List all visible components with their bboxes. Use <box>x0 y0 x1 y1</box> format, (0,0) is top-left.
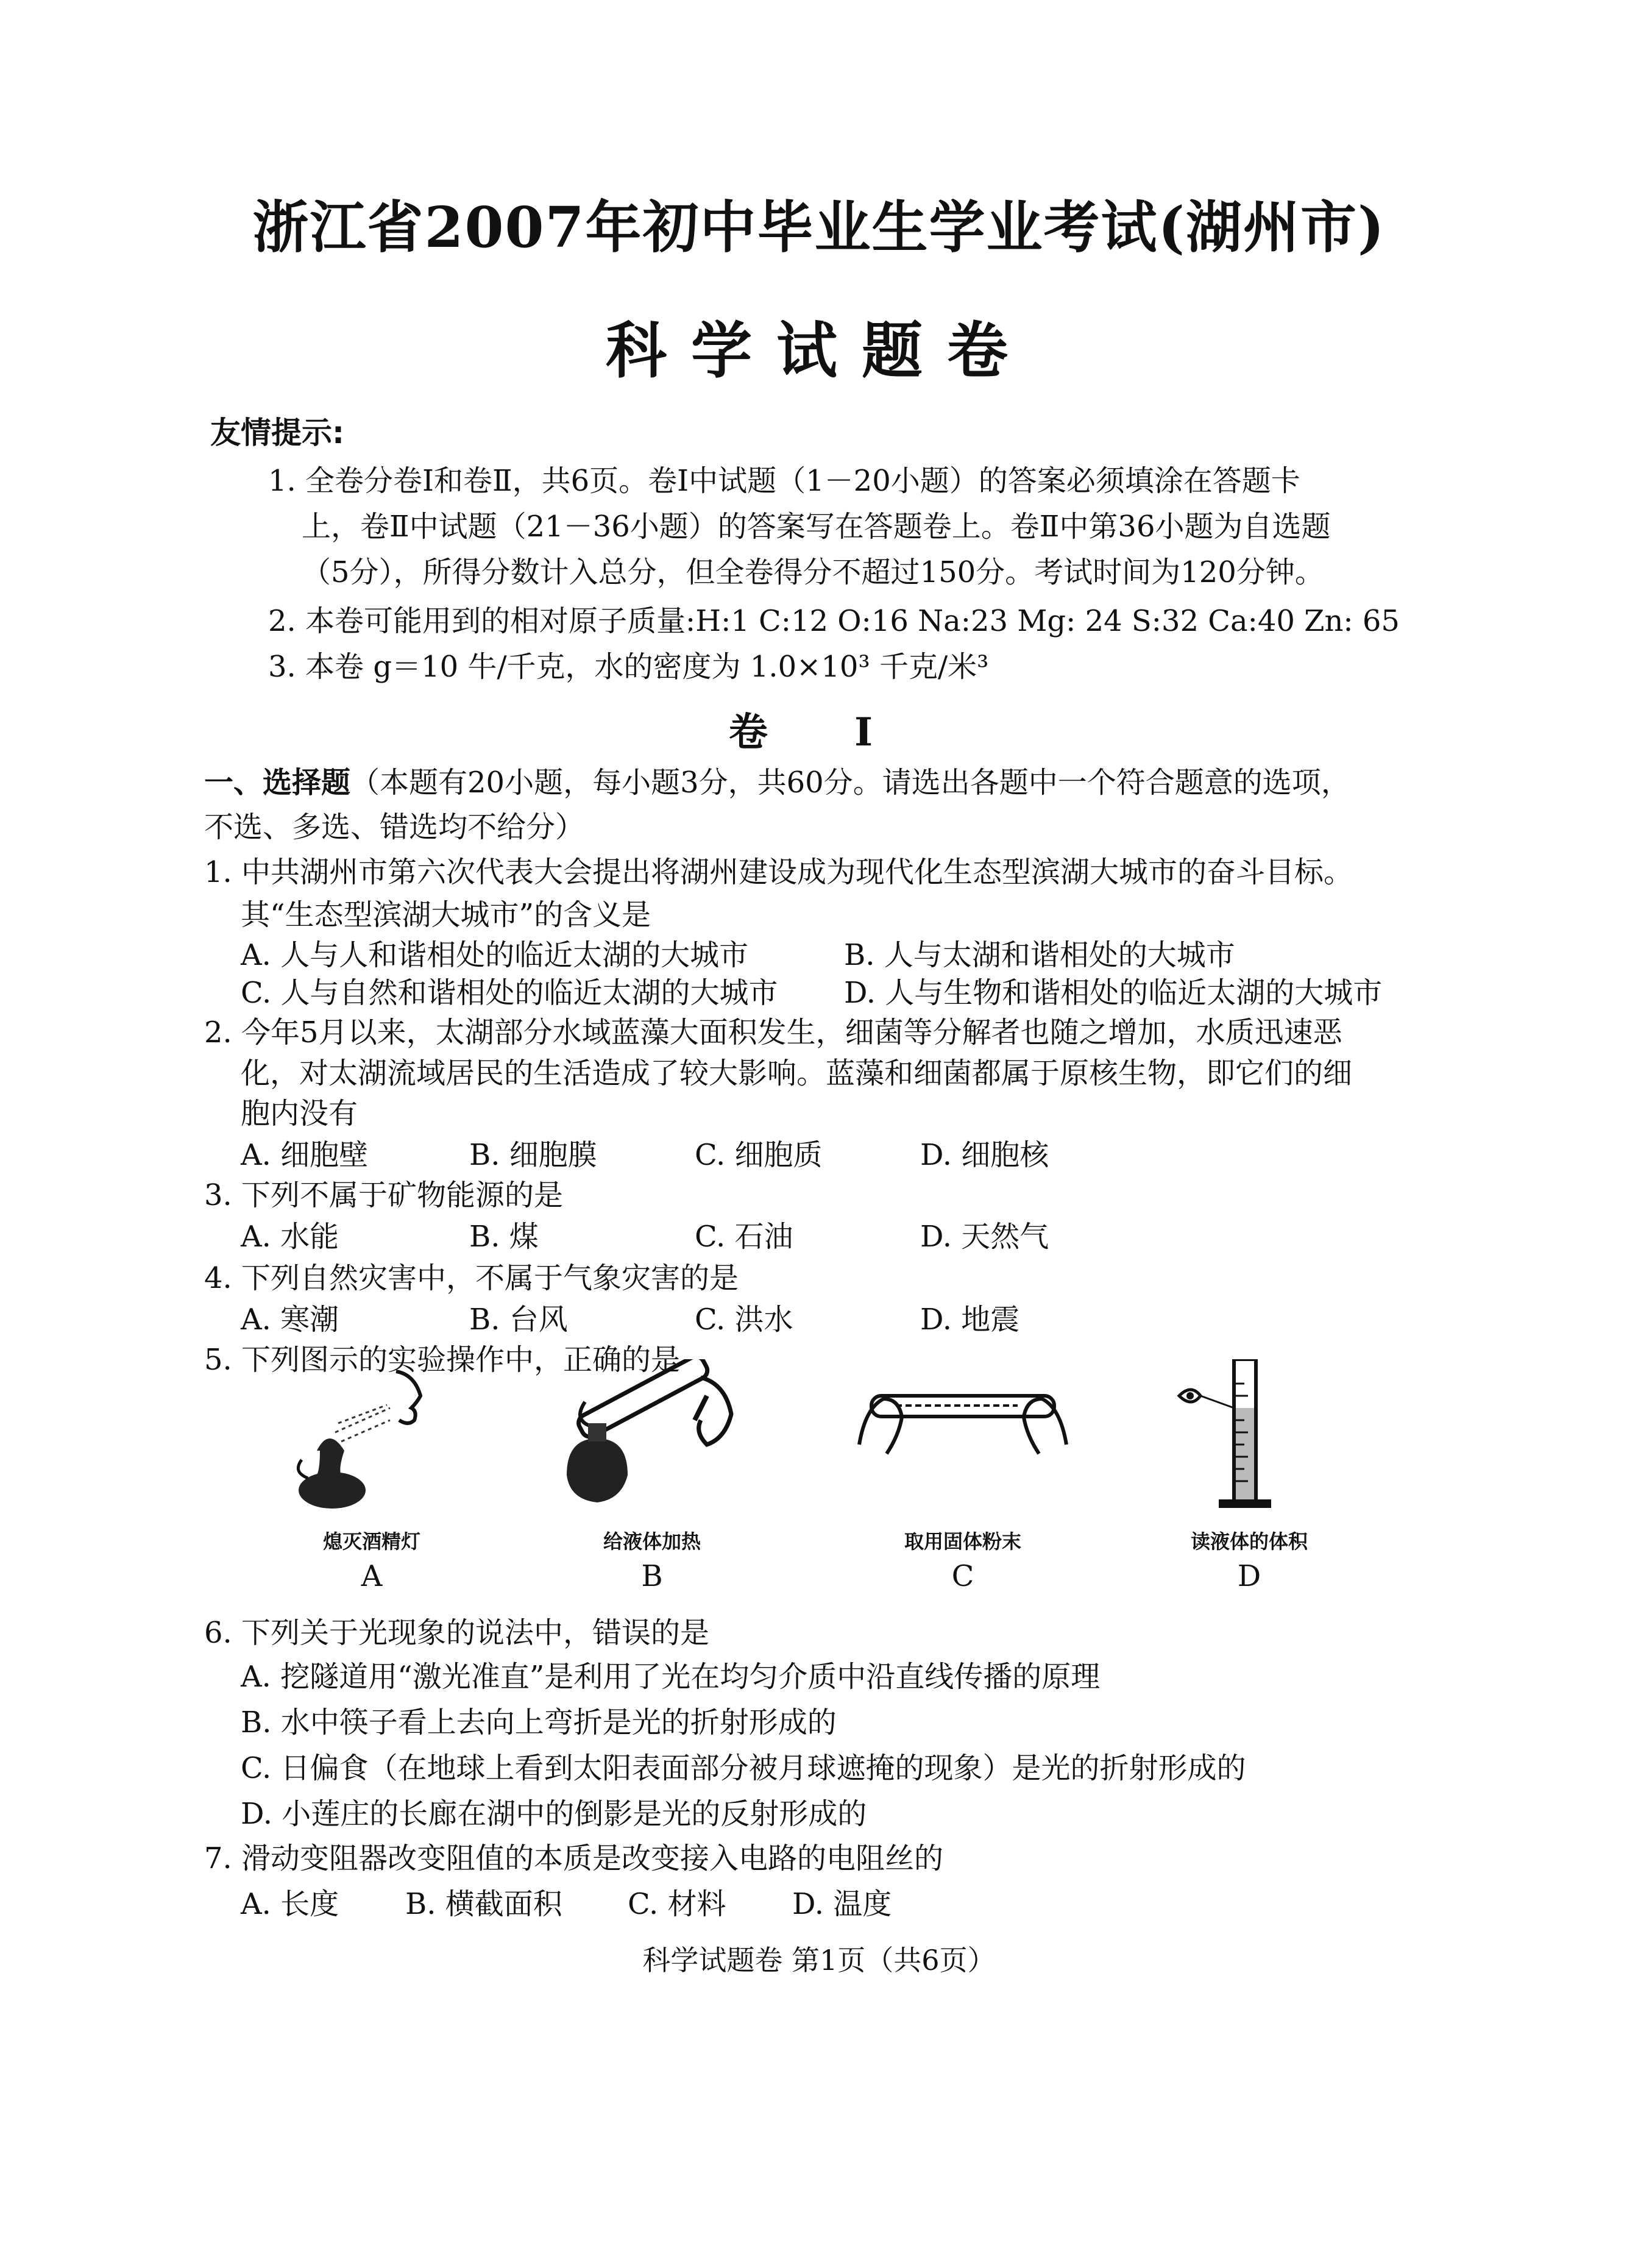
q2-option-a: A. 细胞壁 <box>241 1138 369 1172</box>
tip-line: （5分），所得分数计入总分，但全卷得分不超过150分。考试时间为120分钟。 <box>302 555 1324 589</box>
tip-line: 上，卷Ⅱ中试题（21－36小题）的答案写在答题卷上。卷Ⅱ中第36小题为自选题 <box>302 510 1331 544</box>
section-title: 卷 Ⅰ <box>728 709 910 755</box>
figure-caption: 读液体的体积 <box>1190 1530 1308 1553</box>
part-intro <box>204 759 1350 801</box>
q2-option-b: B. 细胞膜 <box>469 1138 597 1172</box>
tips-heading: 友情提示: <box>210 415 344 450</box>
figure-c <box>835 1359 1091 1591</box>
figure-letter: B <box>641 1559 663 1593</box>
q7-option-d: D. 温度 <box>792 1887 892 1921</box>
q4-option-a: A. 寒潮 <box>241 1303 339 1337</box>
q4-option-c: C. 洪水 <box>695 1303 793 1337</box>
q3-stem: 3. 下列不属于矿物能源的是 <box>204 1178 564 1212</box>
figure-b <box>524 1359 780 1591</box>
q3-option-c: C. 石油 <box>695 1220 793 1254</box>
figure-d <box>1121 1359 1377 1591</box>
figure-a <box>244 1359 500 1591</box>
q2-option-d: D. 细胞核 <box>920 1138 1049 1172</box>
q5-stem: 5. 下列图示的实验操作中，正确的是 <box>204 1343 681 1377</box>
q3-option-d: D. 天然气 <box>920 1220 1049 1254</box>
q4-stem: 4. 下列自然灾害中，不属于气象灾害的是 <box>204 1261 739 1295</box>
figure-letter: A <box>361 1559 383 1593</box>
blowing-out-lamp-drawing <box>244 1359 500 1518</box>
taking-powder-drawing <box>835 1359 1091 1518</box>
q6-option-d: D. 小莲庄的长廊在湖中的倒影是光的反射形成的 <box>241 1797 867 1831</box>
q6-option-b: B. 水中筷子看上去向上弯折是光的折射形成的 <box>241 1705 837 1740</box>
q1-stem: 1. 中共湖州市第六次代表大会提出将湖州建设成为现代化生态型滨湖大城市的奋斗目标。 <box>204 855 1353 889</box>
reading-volume-drawing <box>1121 1359 1377 1518</box>
q6-option-c: C. 日偏食（在地球上看到太阳表面部分被月球遮掩的现象）是光的折射形成的 <box>241 1751 1246 1785</box>
q1-option-d: D. 人与生物和谐相处的临近太湖的大城市 <box>844 976 1383 1010</box>
part-desc-2: 不选、多选、错选均不给分） <box>204 810 585 844</box>
part-label: 一、选择题 <box>204 766 351 800</box>
q2-stem: 2. 今年5月以来，太湖部分水域蓝藻大面积发生，细菌等分解者也随之增加，水质迅速恶 <box>204 1015 1342 1050</box>
figure-letter: D <box>1237 1559 1261 1593</box>
q1-option-a: A. 人与人和谐相处的临近太湖的大城市 <box>241 938 749 972</box>
q7-option-c: C. 材料 <box>628 1887 726 1921</box>
q4-option-d: D. 地震 <box>920 1303 1020 1337</box>
q1-option-b: B. 人与太湖和谐相处的大城市 <box>844 938 1235 972</box>
exam-title: 浙江省2007年初中毕业生学业考试(湖州市) <box>252 194 1386 260</box>
part-desc: （本题有20小题，每小题3分，共60分。请选出各题中一个符合题意的选项， <box>350 766 1350 800</box>
figure-letter: C <box>951 1559 974 1593</box>
q7-stem: 7. 滑动变阻器改变阻值的本质是改变接入电路的电阻丝的 <box>204 1841 944 1875</box>
q3-option-a: A. 水能 <box>241 1220 339 1254</box>
q6-stem: 6. 下列关于光现象的说法中，错误的是 <box>204 1616 710 1650</box>
q4-option-b: B. 台风 <box>469 1303 568 1337</box>
page-footer: 科学试题卷 第1页（共6页） <box>642 1944 996 1977</box>
figure-caption: 熄灭酒精灯 <box>322 1530 420 1553</box>
q2-stem-2: 化，对太湖流域居民的生活造成了较大影响。蓝藻和细菌都属于原核生物，即它们的细 <box>241 1056 1353 1090</box>
q1-option-c: C. 人与自然和谐相处的临近太湖的大城市 <box>241 976 778 1010</box>
figure-caption: 取用固体粉末 <box>904 1530 1021 1553</box>
figure-caption: 给液体加热 <box>603 1530 701 1553</box>
q1-stem-2: 其“生态型滨湖大城市”的含义是 <box>241 898 651 932</box>
q3-option-b: B. 煤 <box>469 1220 539 1254</box>
tip-line: 1. 全卷分卷Ⅰ和卷Ⅱ，共6页。卷Ⅰ中试题（1－20小题）的答案必须填涂在答题卡 <box>268 464 1300 498</box>
paper-title: 科学试题卷 <box>606 315 1032 386</box>
heating-liquid-drawing <box>524 1359 780 1518</box>
tip-line: 3. 本卷 g＝10 牛/千克，水的密度为 1.0×10³ 千克/米³ <box>268 650 989 684</box>
tip-line: 2. 本卷可能用到的相对原子质量:H:1 C:12 O:16 Na:23 Mg: 24 S:32 Ca:40 Zn: 65 <box>268 604 1400 638</box>
q2-option-c: C. 细胞质 <box>695 1138 823 1172</box>
q6-option-a: A. 挖隧道用“激光准直”是利用了光在均匀介质中沿直线传播的原理 <box>241 1660 1101 1694</box>
q7-option-a: A. 长度 <box>241 1887 339 1921</box>
q7-option-b: B. 横截面积 <box>405 1887 562 1921</box>
q2-stem-3: 胞内没有 <box>241 1097 358 1131</box>
